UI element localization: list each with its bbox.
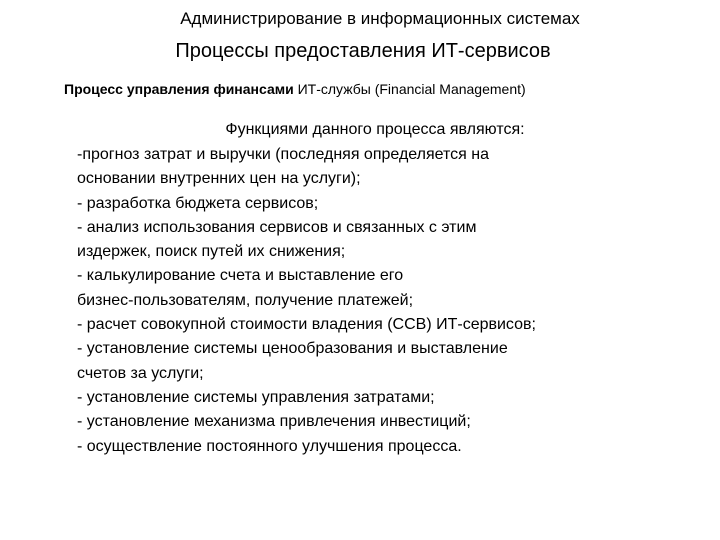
list-line: бизнес-пользователям, получение платежей; [77, 291, 414, 309]
list-line: основании внутренних цен на услуги); [77, 170, 361, 188]
list-line: - расчет совокупной стоимости владения (ССВ) ИТ-сервисов; [77, 316, 536, 334]
course-title: Администрирование в информационных системах [180, 9, 580, 28]
list-line: издержек, поиск путей их снижения; [77, 243, 346, 261]
list-line: счетов за услуги; [77, 364, 204, 382]
process-heading-rest: ИТ-службы (Financial Management) [293, 81, 526, 97]
list-line: - калькулирование счета и выставление его [77, 267, 404, 285]
list-line: - установление системы ценообразования и выставление [77, 340, 508, 358]
list-line: - осуществление постоянного улучшения процесса. [77, 437, 462, 455]
list-line: - разработка бюджета сервисов; [77, 194, 319, 212]
list-line: - установление системы управления затратами; [77, 388, 435, 406]
process-heading [64, 79, 684, 99]
slide-title: Процессы предоставления ИТ-сервисов [175, 40, 551, 62]
list-line: -прогноз затрат и выручки (последняя определяется на [77, 146, 489, 163]
list-line: - анализ использования сервисов и связанных с этим [77, 218, 477, 236]
functions-intro: Функциями данного процесса являются: [225, 121, 525, 138]
functions-list [77, 143, 677, 459]
list-line: - установление механизма привлечения инвестиций; [77, 413, 471, 431]
process-heading-bold: Процесс управления финансами [64, 81, 294, 97]
